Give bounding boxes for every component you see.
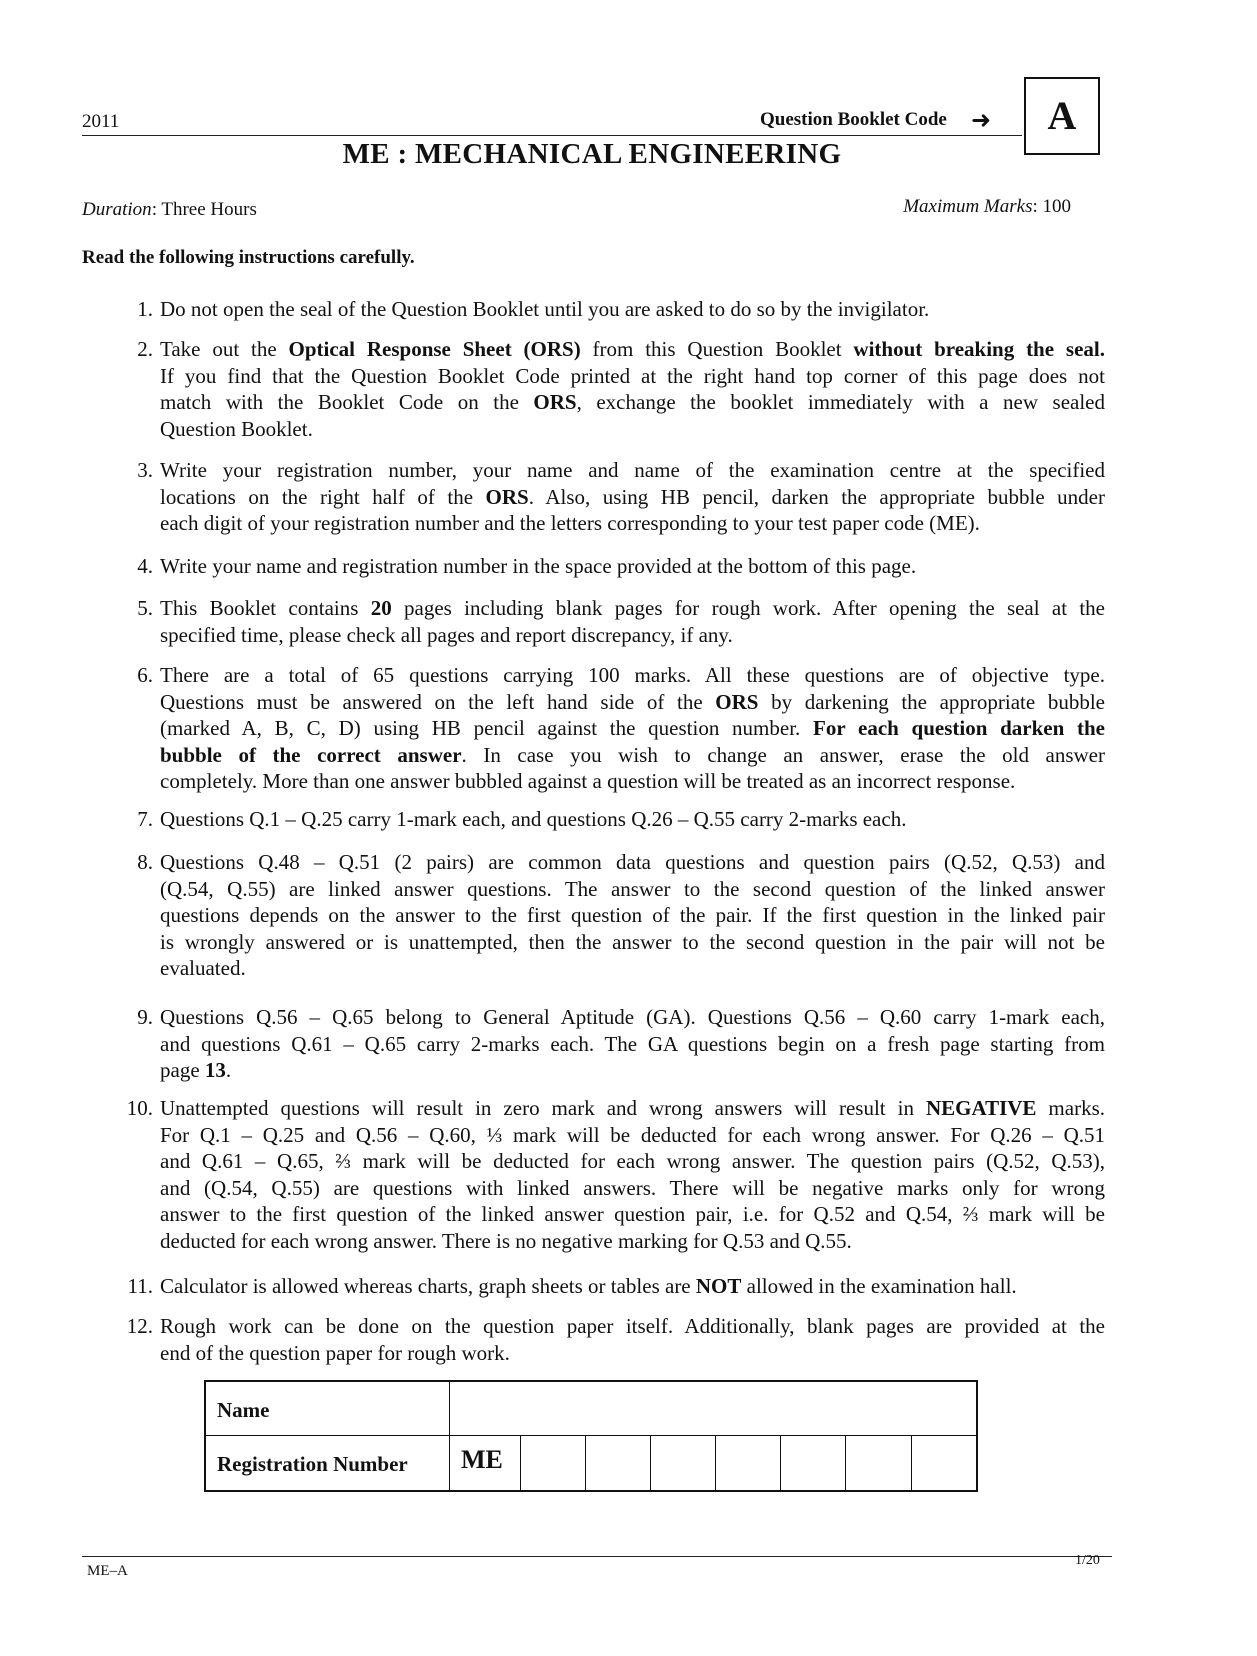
instruction-line: specified time, please check all pages and report discrepancy, if any.	[160, 622, 733, 647]
booklet-code-label: Question Booklet Code	[760, 109, 947, 130]
candidate-form	[204, 1380, 978, 1492]
instruction-line: and questions Q.61 – Q.65 carry 2-marks each. The GA questions begin on a fresh page starting from	[160, 1031, 1105, 1056]
instruction-text	[160, 849, 1105, 982]
instruction-line: Rough work can be done on the question paper itself. Additionally, blank pages are provided at the	[160, 1314, 1105, 1338]
instruction-line: answer to the first question of the linked answer question pair, i.e. for Q.52 and Q.54, ⅔ mark will be	[160, 1202, 1105, 1226]
instruction-number: 5.	[137, 596, 153, 620]
instruction-line: Take out the Optical Response Sheet (ORS) from this Question Booklet without breaking the seal.	[160, 337, 1105, 361]
instruction-item	[115, 336, 1105, 442]
instruction-text	[160, 806, 1105, 833]
instruction-line: page 13.	[160, 1058, 232, 1082]
instruction-line: Write your name and registration number in the space provided at the bottom of this page.	[160, 554, 917, 578]
arrow-right-icon: ➜	[971, 108, 992, 134]
instruction-number: 10.	[126, 1096, 153, 1120]
instruction-line: and Q.61 – Q.65, ⅔ mark will be deducted for each wrong answer. The question pairs (Q.52, Q.53),	[160, 1149, 1105, 1173]
instruction-line: If you find that the Question Booklet Code printed at the right hand top corner of this page does not	[160, 363, 1105, 388]
instruction-number: 9.	[137, 1005, 153, 1029]
max-marks-label: Maximum Marks	[903, 196, 1033, 217]
instruction-line: Calculator is allowed whereas charts, graph sheets or tables are NOT allowed in the examination hall.	[160, 1274, 1017, 1298]
instruction-line: Questions must be answered on the left hand side of the ORS by darkening the appropriate bubble	[160, 689, 1105, 714]
instruction-item	[115, 1313, 1105, 1366]
instruction-text	[160, 336, 1105, 442]
instruction-line: Write your registration number, your name and name of the examination centre at the specified	[160, 458, 1105, 482]
instruction-line: questions depends on the answer to the first question of the pair. If the first question in the linked pair	[160, 903, 1105, 927]
instruction-number: 8.	[137, 850, 153, 874]
instruction-item	[115, 1004, 1105, 1084]
instruction-item	[115, 553, 1105, 580]
instruction-text	[160, 1273, 1105, 1300]
instruction-line: Question Booklet.	[160, 416, 313, 441]
registration-digit-box[interactable]	[586, 1435, 651, 1490]
instruction-item	[115, 806, 1105, 833]
instruction-number: 11.	[127, 1274, 153, 1298]
instruction-line: This Booklet contains 20 pages including blank pages for rough work. After opening the seal at the	[160, 596, 1105, 620]
instruction-number: 12.	[126, 1314, 153, 1338]
instruction-number: 7.	[137, 807, 153, 831]
registration-digit-box[interactable]	[781, 1435, 846, 1490]
instruction-line: deducted for each wrong answer. There is no negative marking for Q.53 and Q.55.	[160, 1228, 852, 1253]
duration-value: : Three Hours	[151, 199, 257, 220]
instruction-text	[160, 662, 1105, 795]
instruction-text	[160, 457, 1105, 537]
instruction-number: 1.	[137, 297, 153, 321]
instruction-line: end of the question paper for rough work.	[160, 1340, 510, 1365]
instruction-line: Questions Q.56 – Q.65 belong to General Aptitude (GA). Questions Q.56 – Q.60 carry 1-mark each,	[160, 1005, 1105, 1029]
instruction-line: match with the Booklet Code on the ORS, exchange the booklet immediately with a new sealed	[160, 390, 1105, 414]
registration-label: Registration Number	[206, 1435, 450, 1490]
instruction-text	[160, 296, 1105, 323]
instruction-item	[115, 1273, 1105, 1300]
instructions-heading: Read the following instructions carefully.	[82, 247, 415, 268]
instruction-line: each digit of your registration number and the letters corresponding to your test paper code (ME).	[160, 511, 980, 535]
instruction-line: locations on the right half of the ORS. Also, using HB pencil, darken the appropriate bubble under	[160, 484, 1105, 509]
instruction-line: is wrongly answered or is unattempted, then the answer to the second question in the pair will not be	[160, 929, 1105, 954]
duration-label: Duration	[82, 199, 152, 220]
instruction-line: and (Q.54, Q.55) are questions with linked answers. There will be negative marks only for wrong	[160, 1175, 1105, 1200]
form-row-name	[206, 1382, 976, 1436]
max-marks-value: : 100	[1032, 196, 1071, 217]
registration-digit-box[interactable]	[912, 1435, 977, 1490]
instruction-item	[115, 849, 1105, 982]
registration-digit-box[interactable]	[521, 1435, 586, 1490]
instruction-number: 3.	[137, 458, 153, 482]
instruction-line: Do not open the seal of the Question Booklet until you are asked to do so by the invigilator.	[160, 297, 930, 321]
footer-rule	[82, 1556, 1112, 1557]
instruction-number: 4.	[137, 554, 153, 578]
name-field[interactable]	[450, 1382, 976, 1435]
instruction-item	[115, 595, 1105, 648]
instruction-line: (Q.54, Q.55) are linked answer questions. The answer to the second question of the linked answer	[160, 876, 1105, 901]
instruction-text	[160, 595, 1105, 648]
instruction-line: There are a total of 65 questions carrying 100 marks. All these questions are of objective type.	[160, 663, 1105, 687]
instruction-number: 2.	[137, 337, 153, 361]
instruction-text	[160, 1004, 1105, 1084]
instruction-line: Questions Q.1 – Q.25 carry 1-mark each, and questions Q.26 – Q.55 carry 2-marks each.	[160, 807, 907, 831]
instruction-item	[115, 1095, 1105, 1254]
registration-digit-box[interactable]	[651, 1435, 716, 1490]
instruction-line: bubble of the correct answer. In case you wish to change an answer, erase the old answer	[160, 742, 1105, 767]
registration-digit-box[interactable]	[716, 1435, 781, 1490]
instruction-item	[115, 662, 1105, 795]
name-label: Name	[206, 1382, 450, 1435]
instruction-line: For Q.1 – Q.25 and Q.56 – Q.60, ⅓ mark will be deducted for each wrong answer. For Q.26 – Q.51	[160, 1122, 1105, 1147]
footer-paper-code: ME–A	[87, 1563, 128, 1579]
registration-prefix: ME	[450, 1435, 521, 1490]
instruction-text	[160, 553, 1105, 580]
paper-title: ME : MECHANICAL ENGINEERING	[342, 138, 842, 170]
exam-year: 2011	[82, 111, 120, 132]
instruction-line: (marked A, B, C, D) using HB pencil against the question number. For each question darken the	[160, 716, 1105, 740]
instruction-line: evaluated.	[160, 956, 246, 980]
instruction-item	[115, 457, 1105, 537]
booklet-code-box: A	[1024, 77, 1100, 155]
instruction-line: Unattempted questions will result in zero mark and wrong answers will result in NEGATIVE marks.	[160, 1096, 1105, 1120]
form-row-registration	[206, 1435, 976, 1490]
instruction-text	[160, 1313, 1105, 1366]
instruction-line: Questions Q.48 – Q.51 (2 pairs) are common data questions and question pairs (Q.52, Q.53) and	[160, 850, 1105, 874]
instruction-text	[160, 1095, 1105, 1254]
instruction-line: completely. More than one answer bubbled against a question will be treated as an incorrect response.	[160, 769, 1016, 793]
page-number: 1/20	[1075, 1553, 1100, 1568]
instruction-number: 6.	[137, 663, 153, 687]
registration-digit-box[interactable]	[847, 1435, 912, 1490]
instruction-item	[115, 296, 1105, 323]
